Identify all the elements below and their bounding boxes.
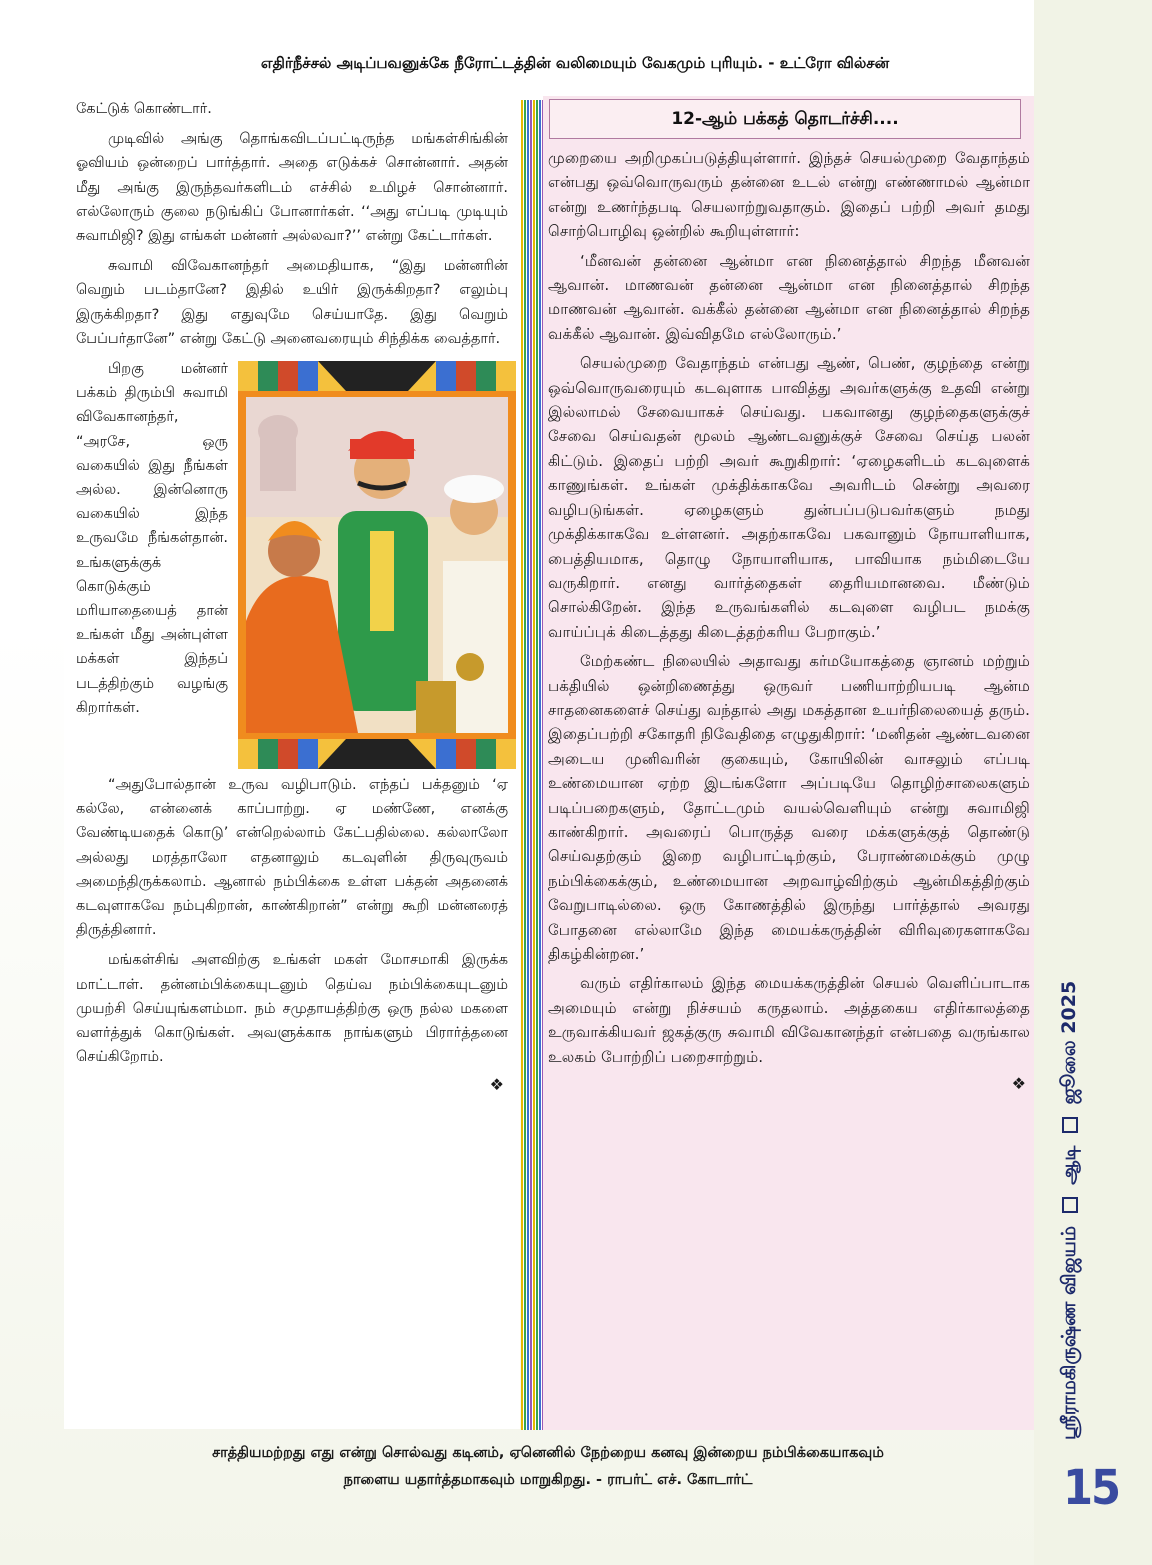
separator-box-icon: [1062, 1197, 1078, 1213]
page-number: 15: [1062, 1460, 1120, 1516]
left-paragraph-6: மங்கள்சிங் அளவிற்கு உங்கள் மகள் மோசமாகி இருக்க மாட்டாள். தன்னம்பிக்கையுடனும் தெய்வ நம்பிக்கையுடனும் முயற்சி செய்யுங்களம்மா. நம் சமுதாயத்திற்கு ஒரு நல்ல மகளை வளர்த்துக் கொடுங்கள். அவளுக்காக நாங்களும் பிரார்த்தனை செய்கிறோம்.: [76, 952, 508, 1066]
magazine-name: ஸ்ரீராமகிருஷ்ண விஜயம்: [1058, 1225, 1080, 1440]
right-margin-band: [1034, 0, 1152, 1565]
right-column-text: [548, 146, 1030, 1093]
story-illustration: [238, 361, 516, 769]
end-diamond-icon: ❖: [489, 1075, 504, 1095]
right-paragraph-2: ‘மீனவன் தன்னை ஆன்மா என நினைத்தால் சிறந்த மீனவன் ஆவான். மாணவன் தன்னை ஆன்மா என நினைத்தால் சிறந்த மாணவன் ஆவான். வக்கீல் தன்னை ஆன்மா என நினைத்தால் சிறந்த வக்கீல் ஆவான். இவ்விதமே எல்லோரும்.’: [548, 251, 1030, 343]
continuation-box: 12-ஆம் பக்கத் தொடர்ச்சி....: [549, 99, 1021, 139]
header-quote: எதிர்நீச்சல் அடிப்பவனுக்கே நீரோட்டத்தின் வலிமையும் வேகமும் புரியும். - உட்ரோ வில்சன்: [260, 54, 890, 72]
right-column: [543, 96, 1034, 1430]
magazine-running-title: [1058, 981, 1083, 1440]
separator-box-icon: [1062, 1117, 1078, 1133]
footer-quote: [64, 1440, 1032, 1494]
issue-month-year: ஜூலை 2025: [1058, 980, 1080, 1105]
left-column-text: [76, 97, 508, 1094]
king-and-swami-illustration: [238, 361, 516, 769]
column-divider-stripes: [521, 100, 543, 1430]
right-paragraph-1: முறையை அறிமுகப்படுத்தியுள்ளார். இந்தச் செயல்முறை வேதாந்தம் என்பது ஒவ்வொருவரும் தன்னை உடல் என்று எண்ணாமல் ஆன்மா என்று உணர்ந்தபடி செயலாற்றுவதாகும். இதைப் பற்றி அவர் தமது சொற்பொழிவு ஒன்றில் கூறியுள்ளார்:: [548, 149, 1030, 241]
left-paragraph-4: பிறகு மன்னர் பக்கம் திரும்பி சுவாமி விவேகானந்தர், “அரசே, ஒரு வகையில் இது நீங்கள் அல்ல. இன்னொரு வகையில் இந்த உருவமே நீங்கள்தான். உங்களுக்குக் கொடுக்கும் மரியாதையைத் தான் உங்கள் மீது அன்புள்ள மக்கள் இந்தப் படத்திற்கும் வழங்கு கிறார்கள்.: [76, 361, 228, 716]
right-paragraph-4: மேற்கண்ட நிலையில் அதாவது கர்மயோகத்தை ஞானம் மற்றும் பக்தியில் ஒன்றிணைத்து ஒருவர் பணியாற்றியபடி ஆன்ம சாதனைகளைச் செய்து வந்தால் அது மகத்தான உயர்நிலையைத் தரும். இதைப்பற்றி சகோதரி நிவேதிதை எழுதுகிறார்: ‘மனிதன் ஆண்டவனை அடைய முனிவரின் குகையும், கோயிலின் வாசலும் எப்படி உண்மையான ஏற்ற இடங்களோ அப்படியே தொழிற்சாலைகளும் படிப்பறைகளும், தோட்டமும் வயல்வெளியும் என்று சுவாமிஜி காண்கிறார். அவரைப் பொருத்த வரை மக்களுக்குத் தொண்டு செய்வதற்கும் இறை வழிபாட்டிற்கும், பேராண்மைக்கும் முழு நம்பிக்கைக்கும், உண்மையான அறவாழ்விற்கும் ஆன்மிகத்திற்கும் வேறுபாடில்லை. ஒரு கோணத்தில் இருந்து பார்த்தால் அவரது போதனை எல்லாமே இந்த மையக்கருத்தின் விரிவுரைகளாகவே திகழ்கின்றன.’: [548, 652, 1030, 963]
tamil-month: ஆடி: [1058, 1145, 1080, 1185]
footer-quote-line-1: சாத்தியமற்றது எது என்று சொல்வது கடினம், ஏனெனில் நேற்றைய கனவு இன்றைய நம்பிக்கையாகவும்: [212, 1445, 884, 1461]
left-column: [64, 97, 520, 1429]
left-paragraph-5: “அதுபோல்தான் உருவ வழிபாடும். எந்தப் பக்தனும் ‘ஏ கல்லே, என்னைக் காப்பாற்று. ஏ மண்ணே, எனக்கு வேண்டியதைக் கொடு’ என்றெல்லாம் கேட்பதில்லை. கல்லாலோ அல்லது மரத்தாலோ எதனாலும் கடவுளின் திருவுருவம் அமைந்திருக்கலாம். ஆனால் நம்பிக்கை உள்ள பக்தன் அதனைக் கடவுளாகவே நம்புகிறான், காண்கிறான்” என்று கூறி மன்னரைத் திருத்தினார்.: [76, 777, 508, 939]
right-paragraph-5: வரும் எதிர்காலம் இந்த மையக்கருத்தின் செயல் வெளிப்பாடாக அமையும் என்று நிச்சயம் கருதலாம். அத்தகைய எதிர்காலத்தை உருவாக்கியவர் ஜகத்குரு சுவாமி விவேகானந்தர் என்பதை வருங்கால உலகம் போற்றிப் பறைசாற்றும்.: [548, 974, 1030, 1066]
footer-quote-line-2: நாளைய யதார்த்தமாகவும் மாறுகிறது. - ராபர்ட் எச். கோடார்ட்: [343, 1472, 753, 1488]
left-paragraph-2: முடிவில் அங்கு தொங்கவிடப்பட்டிருந்த மங்கள்சிங்கின் ஓவியம் ஒன்றைப் பார்த்தார். அதை எடுக்கச் சொன்னார். அதன் மீது அங்கு இருந்தவர்களிடம் எச்சில் உமிழச் சொன்னார். எல்லோரும் குலை நடுங்கிப் போனார்கள். ‘‘அது எப்படி முடியும் சுவாமிஜி? இது எங்கள் மன்னர் அல்லவா?’’ என்று கேட்டார்கள்.: [76, 131, 508, 245]
left-paragraph-1: கேட்டுக் கொண்டார்.: [76, 101, 212, 117]
right-paragraph-3: செயல்முறை வேதாந்தம் என்பது ஆண், பெண், குழந்தை என்று ஒவ்வொருவரையும் கடவுளாக பாவித்து அவர்களுக்கு உதவி என்று இல்லாமல் சேவையாகச் செய்வது. பகவானது குழந்தைகளுக்குச் சேவை செய்வதன் மூலம் ஆண்டவனுக்குச் சேவை செய்த பலன் கிட்டும். இதைப் பற்றி அவர் கூறுகிறார்: ‘ஏழைகளிடம் கடவுளைக் காணுங்கள். உங்கள் முக்திக்காகவே அவரிடம் சென்று அவரை வழிபடுங்கள். ஏழைகளும் துன்பப்படுபவர்களும் நமது முக்திக்காகவே உள்ளனர். அதற்காகவே பகவானும் நோயாளியாக, பைத்தியமாக, தொழு நோயாளியாக, பாவியாக நம்மிடையே வருகிறார். எனது வார்த்தைகள் தைரியமானவை. மீண்டும் சொல்கிறேன். இந்த உருவங்களில் கடவுளை வழிபட நமக்கு வாய்ப்புக் கிடைத்தது கிடைத்தற்கரிய பேறாகும்.’: [548, 354, 1030, 641]
end-diamond-icon: ❖: [1011, 1074, 1026, 1094]
left-paragraph-3: சுவாமி விவேகானந்தர் அமைதியாக, “இது மன்னரின் வெறும் படம்தானே? இதில் உயிர் இருக்கிறதா? எலும்பு இருக்கிறதா? இது எதுவுமே செய்யாதே. இது வெறும் பேப்பர்தானே” என்று கேட்டு அனைவரையும் சிந்திக்க வைத்தார்.: [76, 258, 508, 347]
